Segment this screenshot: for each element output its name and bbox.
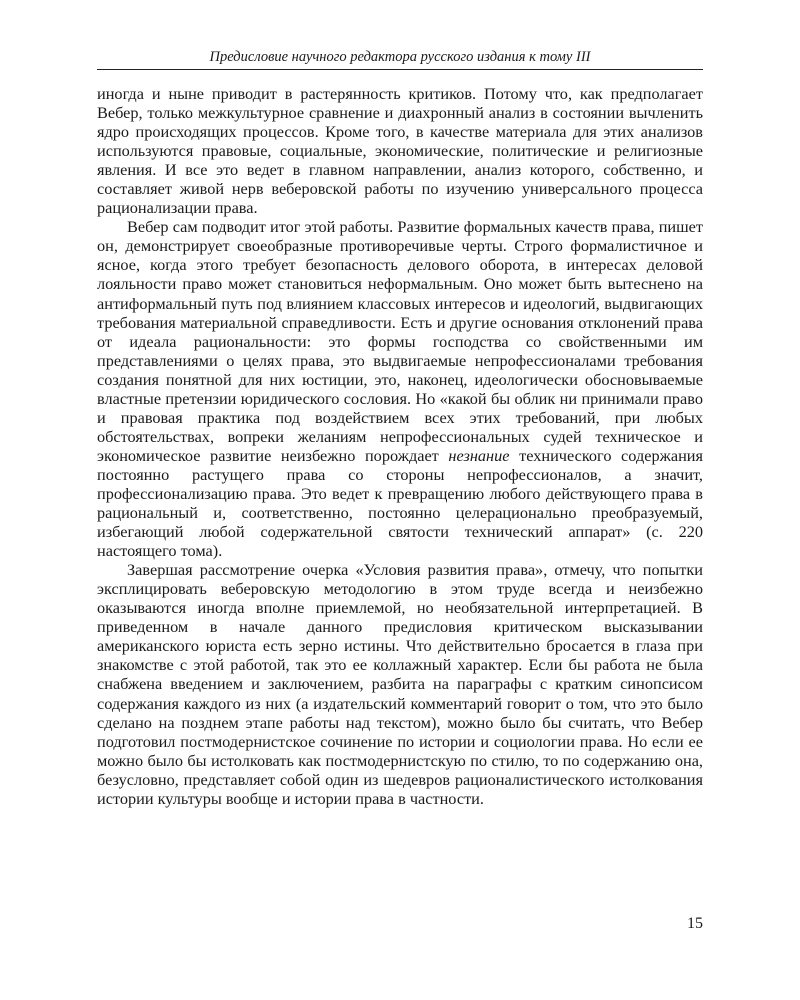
body-text	[97, 84, 703, 808]
paragraph-2	[97, 217, 703, 560]
paragraph-2-text-before: Вебер сам подводит итог этой работы. Развитие формальных качеств права, пишет он, демонстрирует своеобразные противоречивые черты. Строго формалистичное и ясное, когда этого требует безопасность делового оборота, в интересах деловой лояльности право может становиться неформальным. Оно может быть вытеснено на антиформальный путь под влиянием классовых интересов и идеологий, выдвигающих требования материальной справедливости. Есть и другие основания отклонений права от идеала рациональности: это формы господства со свойственными им представлениями о целях права, это выдвигаемые непрофессионалами требования создания понятной для них юстиции, это, наконец, идеологически обосновываемые властные претензии юридического сословия. Но «какой бы облик ни принимали право и правовая практика под воздействием всех этих требований, при любых обстоятельствах, вопреки желаниям непрофессиональных судей техническое и экономическое развитие неизбежно порождает	[97, 217, 703, 465]
page-number: 15	[687, 915, 703, 932]
paragraph-2-emphasis: незнание	[448, 445, 510, 465]
paragraph-1: иногда и ныне приводит в растерянность критиков. Потому что, как предполагает Вебер, только межкультурное сравнение и диахронный анализ в состоянии вычленить ядро происходящих процессов. Кроме того, в качестве материала для этих анализов используются правовые, социальные, экономические, политические и религиозные явления. И все это ведет в главном направлении, анализ которого, собственно, и составляет живой нерв веберовской работы по изучению универсального процесса рационализации права.	[97, 84, 703, 218]
running-head: Предисловие научного редактора русского издания к тому III	[97, 48, 703, 70]
paragraph-2-text-after: технического содержания постоянно растущего права со стороны непрофессионалов, а значит, профессионализацию права. Это ведет к превращению любого действующего права в рациональный и, соответственно, постоянно целерационально преобразуемый, избегающий любой содержательной святости технический аппарат» (с. 220 настоящего тома).	[97, 445, 703, 561]
paragraph-3: Завершая рассмотрение очерка «Условия развития права», отмечу, что попытки эксплицировать веберовскую методологию в этом труде всегда и неизбежно оказываются иногда вполне приемлемой, но необязательной интерпретацией. В приведенном в начале данного предисловия критическом высказывании американского юриста есть зерно истины. Что действительно бросается в глаза при знакомстве с этой работой, так это ее коллажный характер. Если бы работа не была снабжена введением и заключением, разбита на параграфы с кратким синопсисом содержания каждого из них (а издательский комментарий говорит о том, что это было сделано на позднем этапе работы над текстом), можно было бы считать, что Вебер подготовил постмодернистское сочинение по истории и социологии права. Но если ее можно было бы истолковать как постмодернистскую по стилю, то по содержанию она, безусловно, представляет собой один из шедевров рационалистического истолкования истории культуры вообще и истории права в частности.	[97, 560, 703, 808]
book-page	[97, 48, 703, 948]
